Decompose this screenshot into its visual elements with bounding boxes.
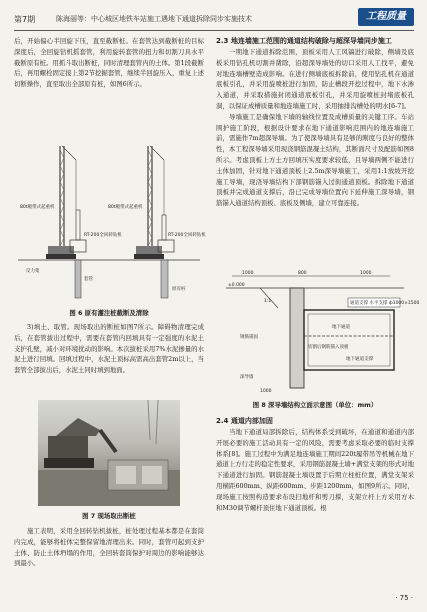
label-rig-left: RT-200全回转钻机 [84,233,122,238]
label-casing: 套管 [84,277,93,282]
slope-ratio: 1:1 [264,299,272,304]
paragraph: 3)填土、取管。现场取出的断桩如图7所示。障碍物清理完成后，在套管拔出过程中，需要在套管内回填具有一定强度的水泥土支护孔壁，减小对环境扰动的影响。本次拔桩采用7%水泥掺量的水泥土进行回填。回填过程中，水泥土顶标高需高出套管2m以上，当套管全部拔出后，水泥土同时填到地面。 [14,323,204,375]
figure-7-caption: 图 7 现场取出断桩 [82,512,136,520]
passage-label: 地下通道 [332,325,350,330]
issue-number: 第7期 [14,15,36,24]
wall-label: 深导墙 [240,375,254,380]
figure-8-caption: 图 8 深导墙结构立面示意图（单位：mm） [252,401,378,409]
section-heading-2-4: 2.4 通道内部加固 [216,417,273,425]
paragraph: 施工表明，采用全回转钻机拔桩，桩处理过程基本都是在套筒内完成，能够将桩体完整保留地清理出来。同时，套管可起到支护土体、防止土体坍塌的作用，全回转套筒保护对周边的影响能够达到最小。 [14,527,204,568]
support-side-label: 地下通道支撑 [346,357,373,362]
right-column-bottom [216,416,414,513]
paragraph: 一期地下通道拆除范围，顶板采用人工风镐进行破除，侧墙及底板采用钻孔机切割并凿除，沿超深导墙处的切口采用人工找平，避免对地连墙槽壁造成影响。在进行侧墙底板拆除前，使用钻孔机在通道底板引孔，并采用旋喷桩进行加固，防止槽段开挖过程中，地下水渗入通道，并采取措施封闭通道底板引孔，并采用旋喷桩封堵底板孔洞，以保证成槽质量和地连墙施工时，采用抽排沟槽处的明水[6-7]。 [216,48,414,110]
label-pile: 原有桩 [172,287,186,292]
label-counterweight: 反力架 [26,269,40,274]
figure-7-photo [38,400,180,506]
figure-8 [220,268,420,396]
figure-6 [18,140,206,302]
ground-level: ±0.000 [228,283,245,288]
rebar-label: 钢筋锚固 [240,335,258,340]
figure-6-drawing [18,140,206,302]
support-label: 通道支撑 水平支撑 ф1000×1500 [350,301,420,306]
paragraph: 后，开始偏心半回旋下压，直至截断桩。在套管达到截断桩的目标深度后，全回旋钻机摇套管，利用旋转套管的扭力和切割刀具水平截断原有桩。用抓斗取出断桩，同时清理套管内的土体。第1段截断后，再用螺栓固定接上第2节挖掘套管，继续半回旋压入，重复上述切断操作，直至取出全部原有桩，如图6所示。 [14,37,204,89]
crane-right-icon [134,146,164,259]
label-rig-right: RT-200全回转钻机 [168,233,206,238]
page-header [14,8,414,31]
label-crane-left: 80t履带式起重机 [20,205,55,210]
dim-top: 1000 [242,271,254,276]
left-column-mid [14,322,204,376]
section-heading-2-3: 2.3 地连墙施工范围的通道结构破除与超深导墙同步施工 [216,37,392,45]
right-column-top [216,36,414,209]
dim-mid: 800 [298,271,307,276]
page-number: · 75 · [395,594,413,602]
dim-left: 1000 [260,389,272,394]
label-crane-right: 80t履带式起重机 [108,205,143,210]
cut-line-label: 切割后钢筋锚入顶板 [308,345,349,350]
dim-right: 1000 [360,271,372,276]
paragraph: 当地下通道局部拆除后，结构体系受到破坏，在通道和通道内部开展必要的施工活动具有一定的风险，需要考虑采取必要的临时支撑体系[8]。施工过程中为满足地连墙施工期间220t履带吊等机械在地下通道上方行走的稳定性要求，采用钢筋混凝土墙+满堂支架的形式对地下通道进行加固。钢筋混凝土墙设置于后期立柱桩位置，满堂支架采用横距600mm、纵距600mm、步距1200mm，如图9所示。同时，现场施工按照构造要求布设扫地杆和剪刀撑，支架立杆上方采用方木和M30调节螺杆顶住地下通道顶板。根 [216,428,414,512]
journal-logo: 工程质量 [358,8,414,26]
left-column-top [14,36,204,90]
left-column-bottom [14,526,204,569]
paragraph: 导墙施工是确保地下墙的轴线位置及成槽质量的关键工序。车站围护施工阶段，根据设计要求在地下通道影响范围内的地连墙施工前，需施作7m超深导墙。为了使深导墙具有足够的刚度与良好的整体性，本工程深导墙采用现浇钢筋混凝土结构，其断面尺寸及配筋如图8所示。考虑顶板上方土方回填压实度要求较低，且导墙两侧不能进行土体加固，针对地下通道顶板上2.5m深导墙施工，采用1:1放坡开挖施工导墙，现浇导墙结构下部钢筋锚入过街通道顶板。拆除地下通道顶板并完成通道支撑后，沿已完成导墙位置向下延伸施工深导墙，钢筋锚入通道结构顶板、底板及侧墙，建立可靠连接。 [216,112,414,208]
crane-left-icon [46,146,76,259]
excavator-photo-icon [38,400,180,506]
deep-guide-wall [290,288,304,388]
running-title: 陈海丽等：中心城区地铁车站施工遇地下通道拆除同步实施技术 [56,15,252,23]
figure-6-caption: 图 6 原有灌注桩截断及清除 [69,309,149,317]
figure-8-section-drawing [220,268,420,396]
